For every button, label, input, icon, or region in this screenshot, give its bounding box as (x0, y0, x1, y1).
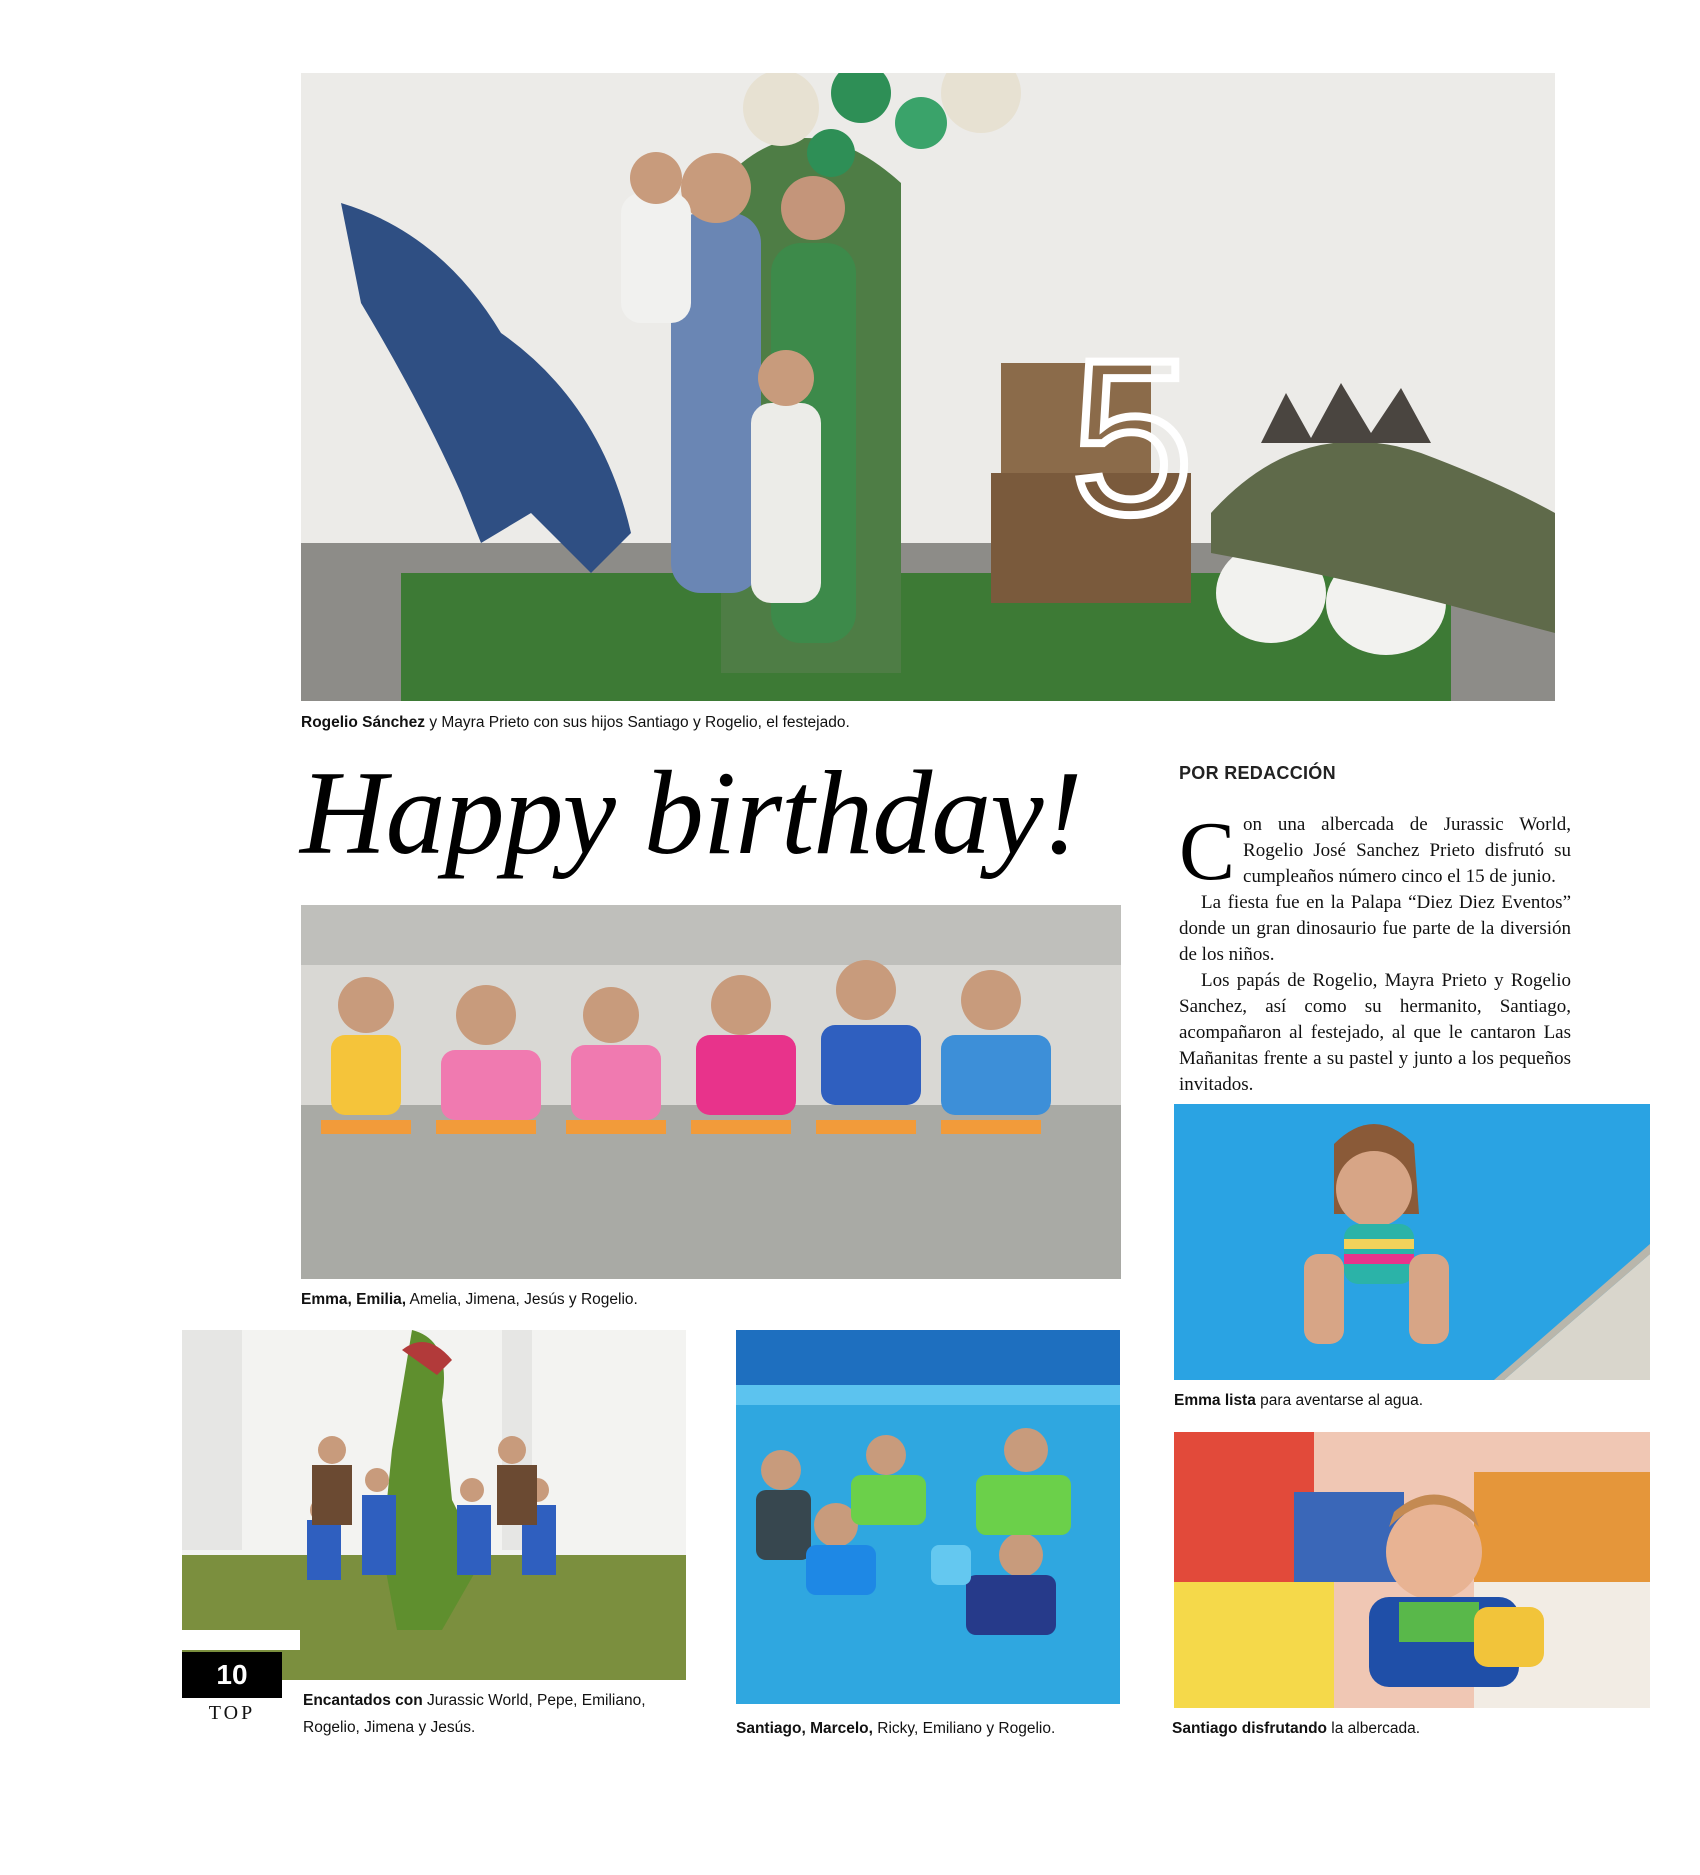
kids-photo-caption (301, 1286, 1121, 1313)
caption-bold: Emma, Emilia, (301, 1291, 407, 1308)
article-paragraph (1179, 805, 1571, 898)
kids-on-chairs-photo (301, 905, 1121, 1279)
dinosaur-group-photo (182, 1330, 686, 1680)
caption-text: Jurassic World, Pepe, Emiliano, Rogelio, Jimena y Jesús. (303, 1692, 646, 1736)
drop-cap: C (1179, 805, 1236, 898)
caption-bold: Santiago, Marcelo, (736, 1720, 873, 1737)
article-body (1179, 805, 1571, 1098)
dino-photo-caption (303, 1687, 693, 1741)
article-paragraph: La fiesta fue en la Palapa “Diez Diez Eventos” donde un gran dinosaurio fue parte de la diversión de los niños. (1179, 892, 1571, 965)
page-number: 10 (182, 1652, 282, 1698)
santiago-photo-caption (1172, 1715, 1648, 1742)
family-dinosaur-party-photo (301, 73, 1555, 701)
caption-text: la albercada. (1327, 1720, 1421, 1737)
svg-text:5: 5 (1071, 314, 1194, 560)
caption-text: y Mayra Prieto con sus hijos Santiago y Rogelio, el festejado. (425, 714, 850, 731)
article-paragraph-text: on una albercada de Jurassic World, Rogelio José Sanchez Prieto disfrutó su cumpleaños número cinco el 15 de junio. (1243, 814, 1571, 887)
headline: Happy birthday! (300, 746, 1082, 879)
boys-in-pool-photo (736, 1330, 1120, 1704)
caption-bold: Santiago disfrutando (1172, 1720, 1327, 1737)
caption-text: Amelia, Jimena, Jesús y Rogelio. (406, 1291, 638, 1308)
main-photo-caption (301, 709, 1555, 736)
caption-bold: Rogelio Sánchez (301, 714, 426, 731)
pool-photo-caption (736, 1715, 1136, 1742)
emma-pool-photo (1174, 1104, 1650, 1380)
caption-bold: Encantados con (303, 1692, 423, 1709)
page-number-tab-backing (182, 1630, 300, 1650)
emma-photo-caption (1174, 1387, 1650, 1414)
caption-text: para aventarse al agua. (1255, 1392, 1424, 1409)
caption-text: Ricky, Emiliano y Rogelio. (872, 1720, 1056, 1737)
caption-bold: Emma lista (1174, 1392, 1256, 1409)
article-paragraph: Los papás de Rogelio, Mayra Prieto y Rogelio Sanchez, así como su hermanito, Santiago, acompañaron al festejado, al que le cantaron Las Mañanitas frente a su pastel y junto a los pequeños invitados. (1179, 970, 1571, 1095)
santiago-floaties-photo (1174, 1432, 1650, 1708)
section-label: TOP (208, 1702, 256, 1724)
byline: POR REDACCIÓN (1179, 763, 1336, 783)
